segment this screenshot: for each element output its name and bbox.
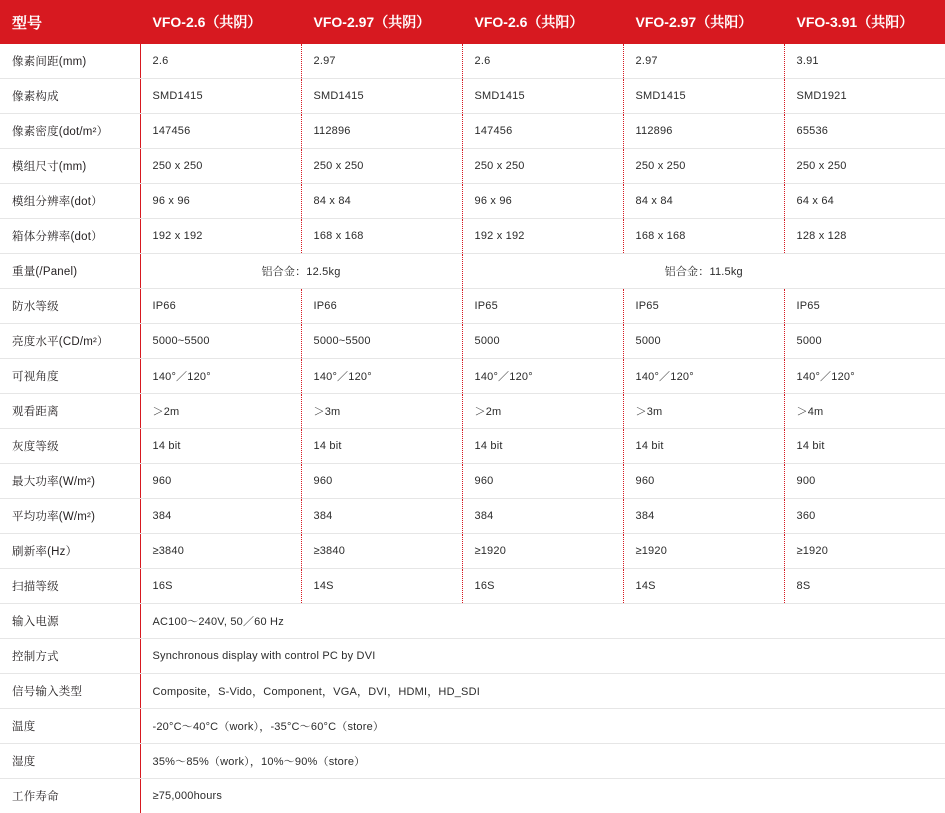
table-cell: SMD1921 xyxy=(784,79,945,114)
table-row xyxy=(0,709,945,744)
row-label: 工作寿命 xyxy=(0,779,140,813)
table-cell: 64 x 64 xyxy=(784,184,945,219)
table-cell: 14 bit xyxy=(301,429,462,464)
table-cell: 16S xyxy=(140,569,301,604)
table-row xyxy=(0,779,945,813)
table-row xyxy=(0,254,945,289)
table-row xyxy=(0,639,945,674)
table-header-row xyxy=(0,0,945,44)
row-label: 观看距离 xyxy=(0,394,140,429)
column-header-vfo-2-97-common-cathode: VFO-2.97（共阴） xyxy=(301,0,462,44)
table-cell: ≥1920 xyxy=(784,534,945,569)
table-row xyxy=(0,534,945,569)
table-cell-full-width: ≥75,000hours xyxy=(140,779,945,813)
table-cell: 140°／120° xyxy=(623,359,784,394)
table-row xyxy=(0,44,945,79)
table-cell-merged: 铝合金：11.5kg xyxy=(462,254,945,289)
row-label: 控制方式 xyxy=(0,639,140,674)
table-cell: IP66 xyxy=(301,289,462,324)
table-row xyxy=(0,324,945,359)
column-header-vfo-2-6-common-cathode: VFO-2.6（共阴） xyxy=(140,0,301,44)
table-cell: 14S xyxy=(301,569,462,604)
table-cell: SMD1415 xyxy=(623,79,784,114)
table-row xyxy=(0,604,945,639)
row-label: 亮度水平(CD/m²） xyxy=(0,324,140,359)
table-row xyxy=(0,394,945,429)
table-row xyxy=(0,464,945,499)
table-cell: ≥3840 xyxy=(301,534,462,569)
column-header-vfo-2-6-common-anode: VFO-2.6（共阳） xyxy=(462,0,623,44)
table-cell: ＞2m xyxy=(462,394,623,429)
table-cell: 128 x 128 xyxy=(784,219,945,254)
table-cell: IP66 xyxy=(140,289,301,324)
table-cell: 960 xyxy=(140,464,301,499)
table-cell: 384 xyxy=(140,499,301,534)
table-cell: 5000 xyxy=(623,324,784,359)
table-cell: 14S xyxy=(623,569,784,604)
table-cell: 960 xyxy=(301,464,462,499)
table-cell: 960 xyxy=(623,464,784,499)
table-cell: 2.97 xyxy=(623,44,784,79)
table-cell: 112896 xyxy=(623,114,784,149)
table-cell: 140°／120° xyxy=(784,359,945,394)
table-cell-full-width: 35%～85%（work），10%～90%（store） xyxy=(140,744,945,779)
table-cell: 8S xyxy=(784,569,945,604)
table-cell: ≥1920 xyxy=(623,534,784,569)
table-cell: 192 x 192 xyxy=(140,219,301,254)
table-cell: 65536 xyxy=(784,114,945,149)
table-cell: IP65 xyxy=(462,289,623,324)
table-row xyxy=(0,184,945,219)
table-cell: 900 xyxy=(784,464,945,499)
table-row xyxy=(0,289,945,324)
table-cell: 147456 xyxy=(462,114,623,149)
table-cell: 147456 xyxy=(140,114,301,149)
row-label: 像素构成 xyxy=(0,79,140,114)
row-label: 湿度 xyxy=(0,744,140,779)
table-cell: 250 x 250 xyxy=(623,149,784,184)
row-label: 平均功率(W/m²) xyxy=(0,499,140,534)
column-header-vfo-3-91-common-anode: VFO-3.91（共阳） xyxy=(784,0,945,44)
table-cell: ＞3m xyxy=(301,394,462,429)
table-cell: 2.97 xyxy=(301,44,462,79)
row-label: 灰度等级 xyxy=(0,429,140,464)
table-cell: IP65 xyxy=(623,289,784,324)
row-label: 温度 xyxy=(0,709,140,744)
table-row xyxy=(0,79,945,114)
table-cell: 2.6 xyxy=(140,44,301,79)
row-label: 像素密度(dot/m²） xyxy=(0,114,140,149)
table-cell: IP65 xyxy=(784,289,945,324)
table-row xyxy=(0,359,945,394)
table-cell: 140°／120° xyxy=(462,359,623,394)
table-body xyxy=(0,44,945,813)
row-label: 可视角度 xyxy=(0,359,140,394)
table-cell: 5000~5500 xyxy=(140,324,301,359)
table-row xyxy=(0,114,945,149)
table-cell: 140°／120° xyxy=(140,359,301,394)
table-row xyxy=(0,429,945,464)
table-cell: 360 xyxy=(784,499,945,534)
table-row xyxy=(0,744,945,779)
table-cell: 250 x 250 xyxy=(784,149,945,184)
table-cell: ＞4m xyxy=(784,394,945,429)
table-cell: 192 x 192 xyxy=(462,219,623,254)
table-header xyxy=(0,0,945,44)
table-cell: ＞3m xyxy=(623,394,784,429)
table-cell: 84 x 84 xyxy=(301,184,462,219)
table-cell: 96 x 96 xyxy=(140,184,301,219)
table-cell: 14 bit xyxy=(784,429,945,464)
table-cell: ＞2m xyxy=(140,394,301,429)
table-row xyxy=(0,569,945,604)
row-label: 模组分辨率(dot） xyxy=(0,184,140,219)
table-cell: 250 x 250 xyxy=(140,149,301,184)
table-cell-full-width: -20°C～40°C（work），-35°C～60°C（store） xyxy=(140,709,945,744)
table-row xyxy=(0,149,945,184)
table-cell: 960 xyxy=(462,464,623,499)
table-row xyxy=(0,499,945,534)
table-cell-full-width: Composite，S-Vido，Component，VGA，DVI，HDMI，HD_SDI xyxy=(140,674,945,709)
row-label: 信号输入类型 xyxy=(0,674,140,709)
table-cell: 168 x 168 xyxy=(301,219,462,254)
table-cell: 140°／120° xyxy=(301,359,462,394)
table-cell-merged: 铝合金：12.5kg xyxy=(140,254,462,289)
table-cell: SMD1415 xyxy=(140,79,301,114)
table-cell: 5000 xyxy=(462,324,623,359)
table-cell: 14 bit xyxy=(140,429,301,464)
table-cell: 250 x 250 xyxy=(301,149,462,184)
table-cell: 14 bit xyxy=(623,429,784,464)
table-cell: SMD1415 xyxy=(462,79,623,114)
table-cell: 5000 xyxy=(784,324,945,359)
table-cell: 2.6 xyxy=(462,44,623,79)
row-label: 刷新率(Hz） xyxy=(0,534,140,569)
table-cell: 168 x 168 xyxy=(623,219,784,254)
row-label: 模组尺寸(mm) xyxy=(0,149,140,184)
row-label: 输入电源 xyxy=(0,604,140,639)
table-cell: 96 x 96 xyxy=(462,184,623,219)
table-row xyxy=(0,674,945,709)
table-cell: 3.91 xyxy=(784,44,945,79)
table-cell: 384 xyxy=(462,499,623,534)
table-cell: 16S xyxy=(462,569,623,604)
row-label: 防水等级 xyxy=(0,289,140,324)
table-row xyxy=(0,219,945,254)
row-label: 最大功率(W/m²) xyxy=(0,464,140,499)
table-cell: 5000~5500 xyxy=(301,324,462,359)
table-cell: 112896 xyxy=(301,114,462,149)
table-cell-full-width: Synchronous display with control PC by DVI xyxy=(140,639,945,674)
row-label: 箱体分辨率(dot） xyxy=(0,219,140,254)
table-cell-full-width: AC100～240V, 50／60 Hz xyxy=(140,604,945,639)
table-cell: 384 xyxy=(301,499,462,534)
table-cell: ≥1920 xyxy=(462,534,623,569)
table-cell: 384 xyxy=(623,499,784,534)
row-label: 像素间距(mm) xyxy=(0,44,140,79)
table-cell: 14 bit xyxy=(462,429,623,464)
table-cell: 250 x 250 xyxy=(462,149,623,184)
column-header-model: 型号 xyxy=(0,0,140,44)
row-label: 扫描等级 xyxy=(0,569,140,604)
table-cell: 84 x 84 xyxy=(623,184,784,219)
column-header-vfo-2-97-common-anode: VFO-2.97（共阳） xyxy=(623,0,784,44)
table-cell: ≥3840 xyxy=(140,534,301,569)
row-label: 重量(/Panel) xyxy=(0,254,140,289)
table-cell: SMD1415 xyxy=(301,79,462,114)
